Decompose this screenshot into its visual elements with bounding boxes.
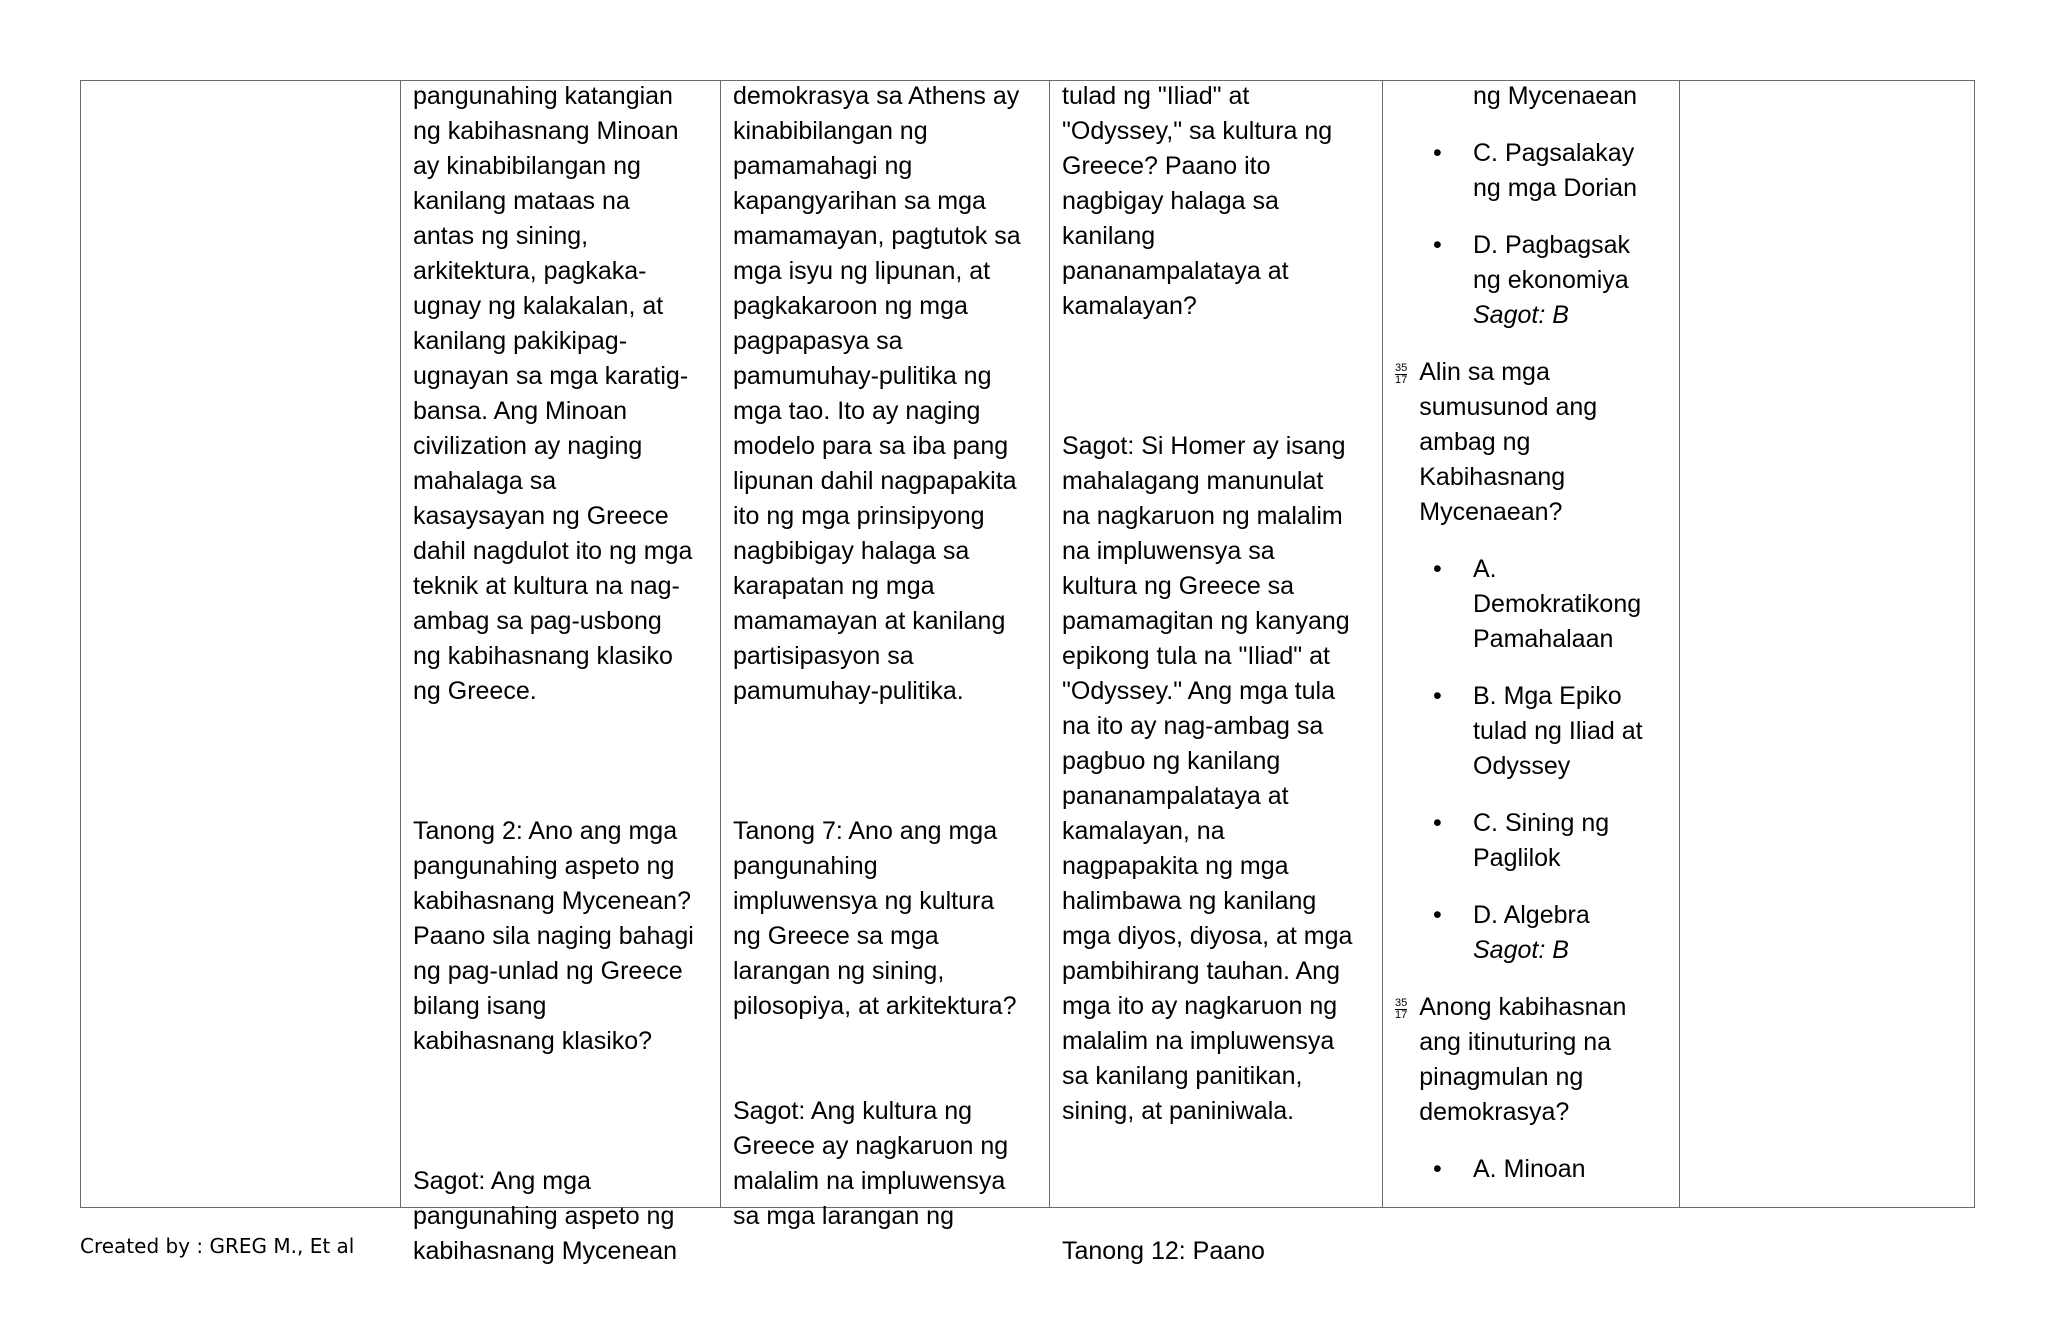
list-item xyxy=(1433,228,1673,333)
list-item xyxy=(1433,679,1673,784)
question-number-fraction: 35 17 xyxy=(1395,362,1408,386)
bullet-icon: • xyxy=(1433,1155,1442,1183)
bullet-icon: • xyxy=(1433,682,1442,710)
choice-text: C. Pagsalakay ng mga Dorian xyxy=(1473,139,1637,202)
question-row xyxy=(1395,355,1673,530)
choice-text: C. Sining ng Paglilok xyxy=(1473,809,1610,872)
list-item xyxy=(1433,898,1673,968)
column-4-text: tulad ng "Iliad" at "Odyssey," sa kultura ng Greece? Paano ito nagbigay halaga sa kanilang pananampalataya at kamalayan? Sagot: Si Homer ay isang mahalagang manunulat na nagkaruon ng malalim na impluwensya sa kultura ng Greece sa pamamagitan ng kanyang epikong tula na "Iliad" at "Odyssey." Ang mga tula na ito ay nag-ambag sa pagbuo ng kanilang pananampalataya at kamalayan, na nagpapakita ng mga halimbawa ng kanilang mga diyos, diyosa, at mga pambihirang tauhan. Ang mga ito ay nagkaruon ng malalim na impluwensya sa kanilang panitikan, sining, at paniniwala. Tanong 12: Paano xyxy=(1062,82,1353,1265)
list-item xyxy=(1433,136,1673,206)
choice-text: D. Pagbagsak ng ekonomiya xyxy=(1473,231,1631,294)
table-column-4 xyxy=(1050,81,1383,1265)
bullet-icon: • xyxy=(1433,231,1442,259)
bullet-icon: • xyxy=(1433,901,1442,929)
table-column-3 xyxy=(721,81,1050,1230)
question-text: Alin sa mga sumusunod ang ambag ng Kabihasnang Mycenaean? xyxy=(1419,358,1598,526)
list-item xyxy=(1433,1152,1673,1187)
choice-block xyxy=(1473,898,1590,968)
answer-text: Sagot: B xyxy=(1473,936,1569,964)
bullet-icon: • xyxy=(1433,139,1442,167)
bullet-icon: • xyxy=(1433,809,1442,837)
quiz-block xyxy=(1395,79,1673,1187)
table-column-1 xyxy=(81,81,401,1207)
choice-text: A. Minoan xyxy=(1473,1155,1586,1183)
choice-text: D. Algebra xyxy=(1473,901,1590,929)
question-row xyxy=(1395,990,1673,1130)
list-item xyxy=(1433,79,1673,114)
table-column-5-quiz xyxy=(1383,81,1680,1207)
footer-credit: Created by : GREG M., Et al xyxy=(80,1234,355,1258)
column-2-text: pangunahing katangian ng kabihasnang Minoan ay kinabibilangan ng kanilang mataas na antas ng sining, arkitektura, pagkaka- ugnay ng kalakalan, at kanilang pakikipag- ugnayan sa mga karatig- bansa. Ang Minoan civilization ay naging mahalaga sa kasaysayan ng Greece dahil nagdulot ito ng mga teknik at kultura na nag- ambag sa pag-usbong ng kabihasnang klasiko ng Greece. Tanong 2: Ano ang mga pangunahing aspeto ng kabihasnang Mycenean? Paano sila naging bahagi ng pag-unlad ng Greece bilang isang kabihasnang klasiko? Sagot: Ang mga pangunahing aspeto ng kabihasnang Mycenean xyxy=(413,82,694,1265)
list-item xyxy=(1433,552,1673,657)
continuation-text: ng Mycenaean xyxy=(1473,82,1638,110)
table-column-6 xyxy=(1680,81,1976,1207)
column-3-text: demokrasya sa Athens ay kinabibilangan ng pamamahagi ng kapangyarihan sa mga mamamayan, pagtutok sa mga isyu ng lipunan, at pagkakaroon ng mga pagpapasya sa pamumuhay-pulitika ng mga tao. Ito ay naging modelo para sa iba pang lipunan dahil nagpapakita ito ng mga prinsipyong nagbibigay halaga sa karapatan ng mga mamamayan at kanilang partisipasyon sa pamumuhay-pulitika. Tanong 7: Ano ang mga pangunahing impluwensya ng kultura ng Greece sa mga larangan ng sining, pilosopiya, at arkitektura? Sagot: Ang kultura ng Greece ay nagkaruon ng malalim na impluwensya sa mga larangan ng xyxy=(733,82,1021,1230)
table-column-2 xyxy=(401,81,721,1265)
choice-text: A. Demokratikong Pamahalaan xyxy=(1473,555,1642,653)
question-number-fraction: 35 17 xyxy=(1395,997,1408,1021)
question-text: Anong kabihasnan ang itinuturing na pinagmulan ng demokrasya? xyxy=(1419,993,1627,1126)
answer-text: Sagot: B xyxy=(1473,301,1569,329)
list-item xyxy=(1433,806,1673,876)
bullet-icon: • xyxy=(1433,555,1442,583)
choice-block xyxy=(1473,228,1630,333)
choice-text: B. Mga Epiko tulad ng Iliad at Odyssey xyxy=(1473,682,1643,780)
